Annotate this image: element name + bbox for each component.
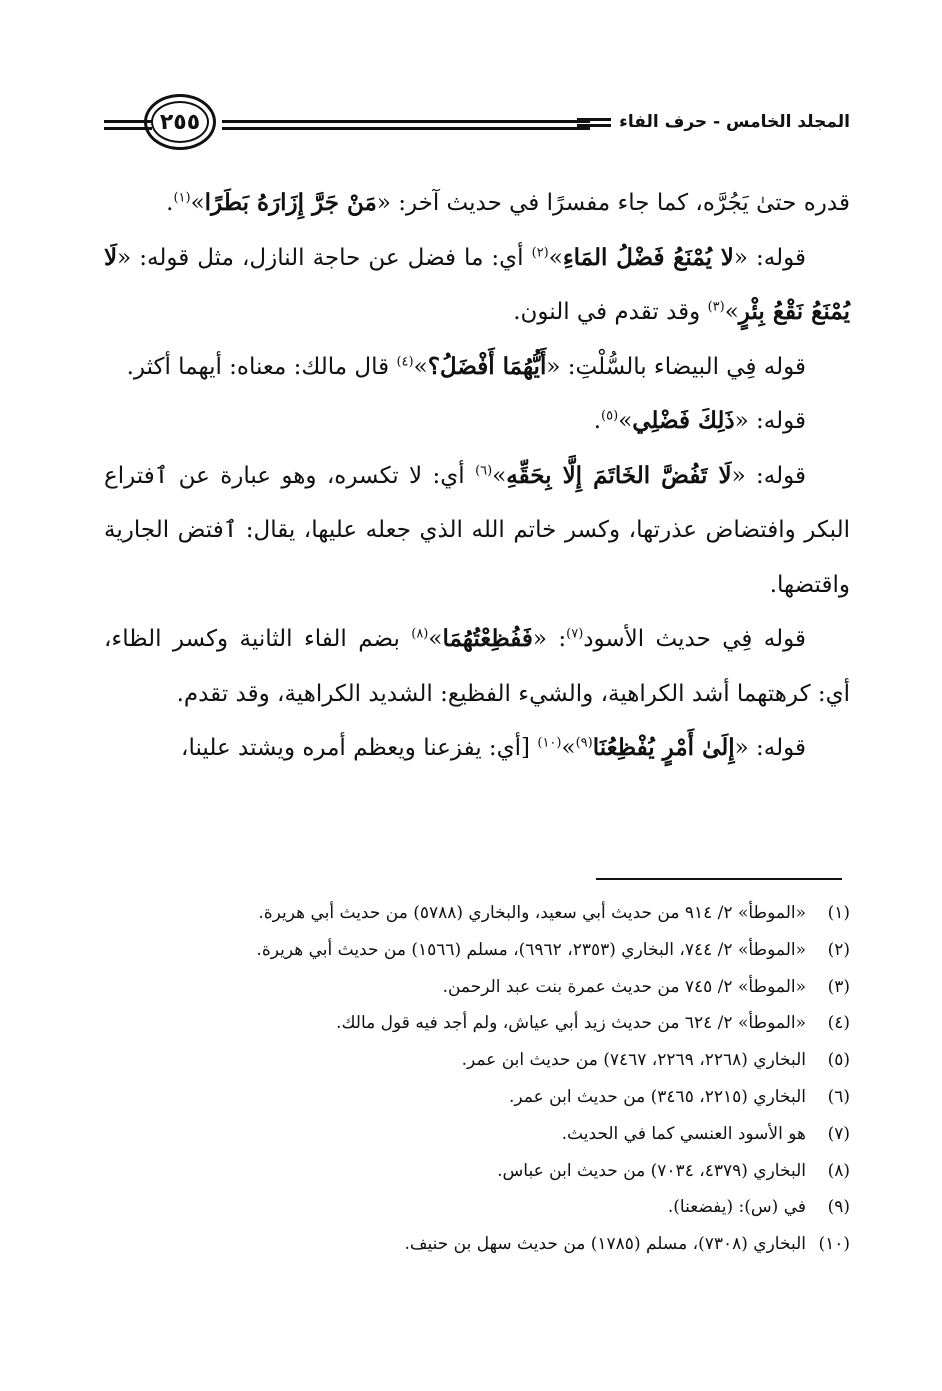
text: قوله فِي حديث الأسود (583, 626, 806, 652)
text: بضم الفاء الثانية وكسر الظاء، أي: كرهتهما أشد الكراهية، والشيء الفظيع: الشديد الكراهية، وقد تقدم. (104, 626, 850, 707)
text: » (492, 462, 507, 489)
footnote-ref[interactable]: (٧) (566, 626, 584, 642)
footnote-ref[interactable]: (٢) (531, 244, 549, 260)
footnote-number: (٧) (827, 1123, 850, 1144)
footnote-text: هو الأسود العنسي كما في الحديث. (561, 1123, 806, 1144)
text: قوله: « (734, 408, 806, 434)
footnote-number: (٥) (827, 1050, 850, 1071)
footnote-item (104, 1005, 850, 1042)
paragraph-5 (104, 449, 850, 613)
running-title-text: المجلد الخامس - حرف الفاء (619, 112, 850, 132)
footnote-number: (٩) (827, 1197, 850, 1218)
main-text (104, 176, 850, 776)
hadith-quote: إِلَىٰ أَمْرٍ يُفْظِعُنَا (592, 734, 735, 761)
text: . (593, 408, 602, 434)
hadith-quote: مَنْ جَرَّ إِزَارَهُ بَطَرًا (204, 189, 377, 216)
footnote-number: (١٠) (818, 1234, 850, 1255)
footnote-item (104, 1226, 850, 1263)
text: أي: لا تكسره، وهو عبارة عن ٱفتراع البكر وافتضاض عذرتها، وكسر خاتم الله الذي جعله عليها، يقال: ٱفتض الجارية واقتضها. (104, 462, 850, 598)
footnote-text: البخاري (٧٣٠٨)، مسلم (١٧٨٥) من حديث سهل بن حنيف. (404, 1234, 806, 1255)
text: قدره حتىٰ يَجُرَّه، كما جاء مفسرًا في حديث آخر: « (376, 190, 850, 216)
footnote-ref[interactable]: (١٠) (537, 735, 562, 751)
text: قوله: « (733, 244, 806, 271)
text: » (190, 190, 205, 216)
footnote-item (104, 1153, 850, 1190)
text: . (166, 190, 174, 216)
text: [أي: يفزعنا ويعظم أمره ويشتد علينا، (181, 735, 538, 761)
footnote-text: البخاري (٢٢١٥، ٣٤٦٥) من حديث ابن عمر. (508, 1086, 806, 1107)
hadith-quote: ذَلِكَ فَضْلِي (632, 407, 735, 434)
page-number: ٢٥٥ (159, 109, 201, 135)
running-title (590, 112, 850, 132)
footnote-number: (٣) (827, 976, 850, 997)
text: : « (532, 626, 567, 652)
hadith-quote: لَا يُمْنَعُ نَقْعُ بِئْرٍ (104, 243, 850, 325)
footnote-text: «الموطأ» ٢/ ٧٤٥ من حديث عمرة بنت عبد الرحمن. (442, 976, 806, 997)
paragraph-3 (104, 340, 850, 395)
paragraph-2 (104, 231, 850, 340)
footnote-ref[interactable]: (٦) (475, 462, 493, 478)
hadith-quote: لا يُمْنَعُ فَضْلُ المَاءِ (562, 243, 734, 271)
paragraph-6 (104, 612, 850, 721)
text: وقد تقدم في النون. (513, 299, 708, 325)
text: قال مالك: معناه: أيهما أكثر. (126, 353, 397, 380)
text: » (618, 408, 633, 434)
footnote-ref[interactable]: (٩) (575, 735, 593, 751)
footnote-number: (٦) (827, 1086, 850, 1107)
footnote-item (104, 1042, 850, 1079)
footnote-item (104, 932, 850, 969)
footnote-text: «الموطأ» ٢/ ٩١٤ من حديث أبي سعيد، والبخاري (٥٧٨٨) من حديث أبي هريرة. (258, 903, 806, 923)
footnote-number: (٨) (827, 1160, 850, 1181)
footnote-item (104, 1116, 850, 1153)
hadith-quote: أَيُّهُمَا أَفْضَلُ؟ (427, 352, 547, 380)
text: قوله: « (734, 735, 806, 761)
header-rule-right (222, 120, 590, 134)
footnote-item (104, 1189, 850, 1226)
text: » (724, 299, 739, 325)
footnote-item (104, 969, 850, 1006)
footnote-text: في (س): (يفضعنا). (667, 1197, 806, 1218)
footnote-ref[interactable]: (٥) (601, 408, 619, 424)
text: » (428, 626, 443, 652)
text: قوله: « (731, 462, 806, 489)
footnote-text: «الموطأ» ٢/ ٧٤٤، البخاري (٢٣٥٣، ٦٩٦٢)، مسلم (١٥٦٦) من حديث أبي هريرة. (256, 939, 806, 960)
footnote-separator (596, 878, 842, 880)
text: » (561, 735, 576, 761)
paragraph-1 (104, 176, 850, 231)
footnote-number: (٢) (827, 939, 850, 960)
text: أي: ما فضل عن حاجة النازل، مثل قوله: « (117, 244, 532, 271)
footnote-ref[interactable]: (١) (173, 190, 191, 206)
footnote-item (104, 895, 850, 932)
text: » (548, 244, 563, 271)
page-header (104, 92, 850, 162)
text: » (413, 353, 428, 380)
footnote-text: البخاري (٤٣٧٩، ٧٠٣٤) من حديث ابن عباس. (497, 1160, 806, 1181)
footnote-ref[interactable]: (٤) (396, 353, 414, 369)
footnote-number: (١) (827, 903, 850, 923)
hadith-quote: فَفُظِعْتُهُمَا (442, 625, 533, 652)
paragraph-4 (104, 394, 850, 449)
text: قوله فِي البيضاء بالسُّلْتِ: « (546, 353, 806, 380)
footnote-ref[interactable]: (٨) (411, 626, 429, 642)
footnote-item (104, 1079, 850, 1116)
hadith-quote: لَا تَفُضَّ الخَاتَمَ إِلَّا بِحَقِّهِ (506, 461, 732, 489)
paragraph-7 (104, 721, 850, 776)
page-number-badge (144, 94, 216, 150)
footnote-ref[interactable]: (٣) (707, 299, 725, 315)
footnote-number: (٤) (827, 1013, 850, 1034)
footnote-text: «الموطأ» ٢/ ٦٢٤ من حديث زيد أبي عياش، ولم أجد فيه قول مالك. (336, 1013, 806, 1034)
footnote-text: البخاري (٢٢٦٨، ٢٢٦٩، ٧٤٦٧) من حديث ابن عمر. (461, 1050, 806, 1071)
footnotes (104, 895, 850, 1263)
